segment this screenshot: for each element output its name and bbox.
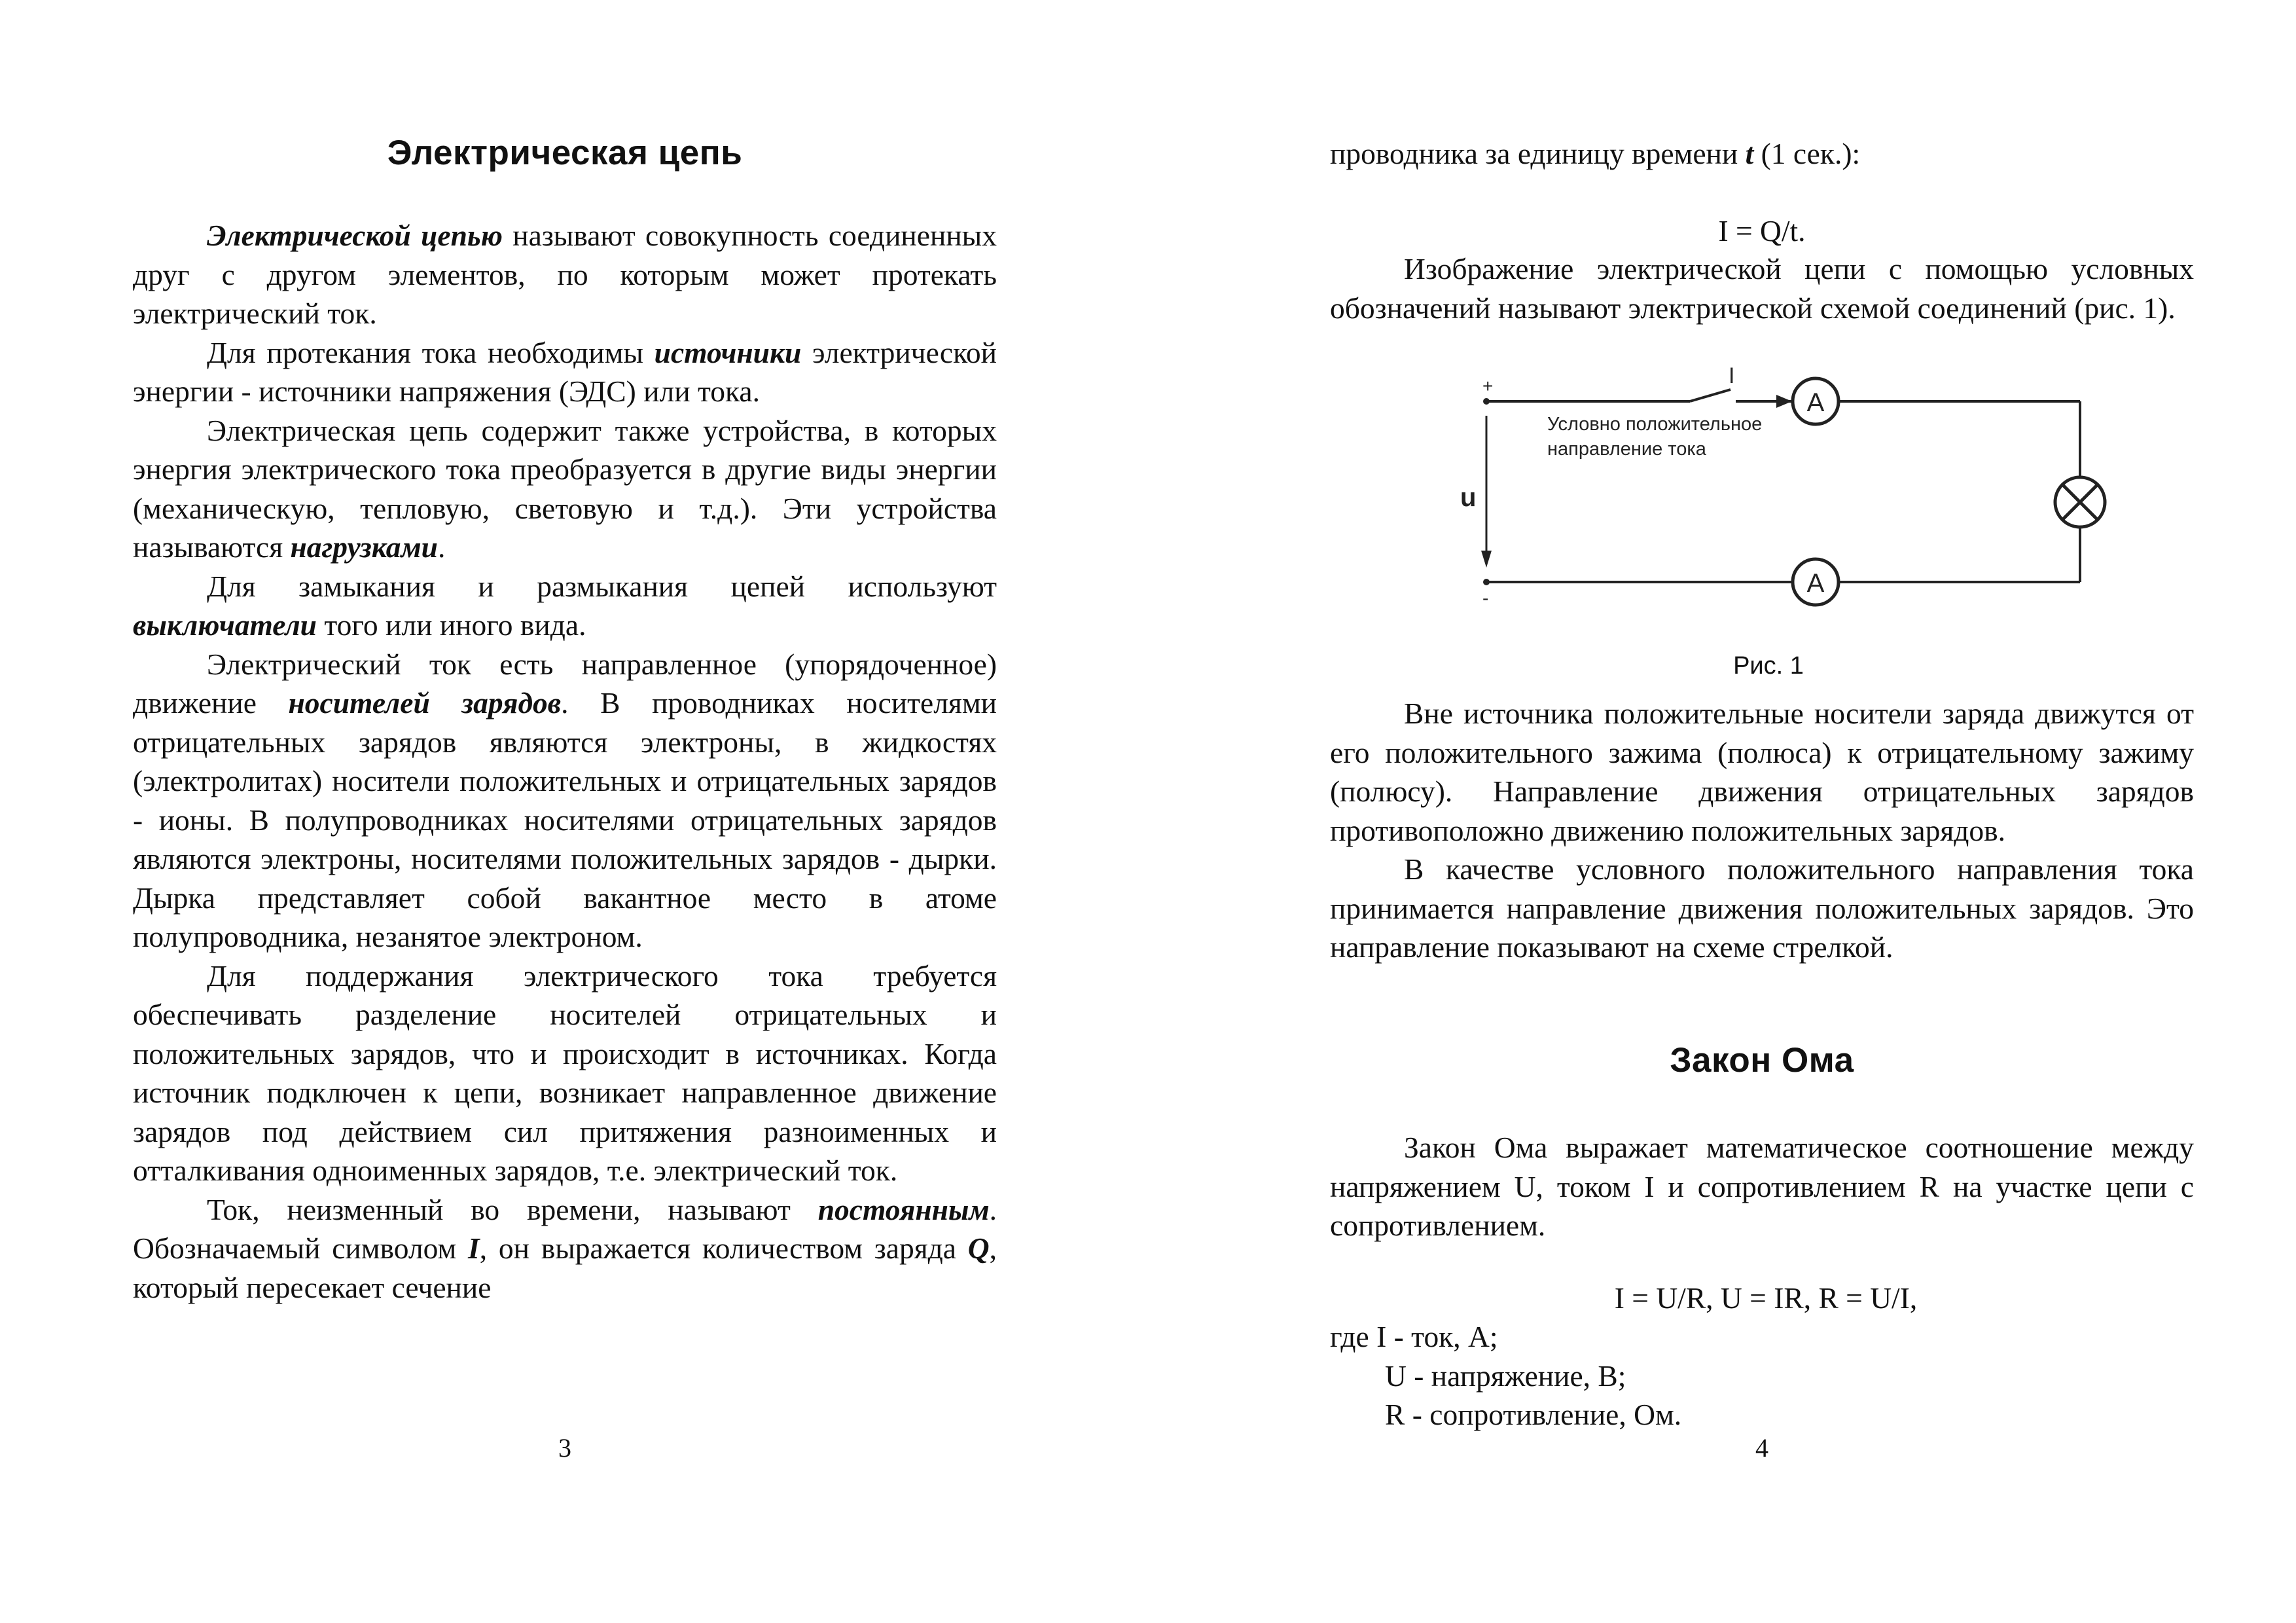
ammeter-top-label: A	[1806, 388, 1825, 417]
paragraph-text: Электрическая цепь содержит также устройства, в которых энергия электрического тока преобразуется в другие виды энергии (механическую, тепловую, световую и т.д.). Эти устройства называются	[133, 413, 997, 564]
switch-blade	[1690, 390, 1731, 401]
circuit-diagram	[1462, 363, 2156, 625]
term-electric-circuit: Электрической цепью	[207, 219, 503, 252]
circuit-svg	[1462, 363, 2156, 625]
left-body	[133, 216, 997, 1307]
formula-current: I = Q/t.	[1718, 214, 1806, 247]
paragraph-direct-current	[133, 1190, 997, 1307]
section-title-ohm: Закон Ома	[1670, 1041, 1854, 1080]
paragraph-continuation	[1330, 134, 2194, 173]
paragraph-loads	[133, 411, 997, 567]
paragraph-text: того или иного вида.	[316, 608, 586, 642]
paragraph-text: Электрический ток есть направленное (упорядоченное) движение	[133, 647, 997, 720]
schematic-intro	[1330, 249, 2194, 327]
paragraph-text: , который пересекает сечение	[133, 1231, 997, 1304]
formula-ohm: I = U/R, U = IR, R = U/I,	[1614, 1281, 1918, 1315]
term-switches: выключатели	[133, 608, 317, 642]
symbol-i: I	[468, 1231, 480, 1265]
paragraph-ohm: Закон Ома выражает математическое соотношение между напряжением U, током I и сопротивлением R на участке цепи с сопротивлением.	[1330, 1131, 2194, 1242]
direction-label-line1: Условно положительное	[1547, 414, 1763, 435]
direction-label-line2: направление тока	[1547, 439, 1706, 460]
paragraph-text: Для замыкания и размыкания цепей используют	[207, 569, 997, 603]
paragraph-positive-direction: В качестве условного положительного направления тока принимается направление движения положительных зарядов. Это направление показывают на схеме стрелкой.	[1330, 852, 2194, 964]
paragraph-text: Ток, неизменный во времени, называют	[207, 1192, 818, 1226]
legend-voltage: U - напряжение, В;	[1385, 1359, 1626, 1393]
term-loads: нагрузками	[290, 530, 438, 564]
paragraph-text: электрической энергии - источники напряжения (ЭДС) или тока.	[133, 335, 997, 408]
terminal-plus-icon	[1483, 398, 1490, 405]
paragraph-definition	[133, 216, 997, 333]
paragraph-schematic: Изображение электрической цепи с помощью условных обозначений называют электрической схемой соединений (рис. 1).	[1330, 252, 2194, 325]
plus-label: +	[1482, 376, 1494, 396]
paragraph-text: называют совокупность соединенных друг с другом элементов, по которым может протекать электрический ток.	[133, 219, 997, 330]
right-page	[1330, 0, 2194, 1623]
paragraph-current	[133, 645, 997, 957]
legend-current: где I - ток, А;	[1330, 1320, 1498, 1353]
symbol-t: t	[1745, 137, 1754, 170]
current-arrow-icon	[1776, 395, 1792, 408]
paragraph-switches	[133, 567, 997, 645]
page-number: 3	[558, 1433, 571, 1463]
lamp-icon	[2055, 477, 2105, 527]
terminal-minus-icon	[1483, 579, 1490, 585]
paragraph-text: (1 сек.):	[1753, 137, 1861, 170]
right-body	[1330, 694, 2194, 967]
paragraph-carriers-direction: Вне источника положительные носители заряда движутся от его положительного зажима (полюса) к отрицательному зажиму (полюсу). Направление движения отрицательных зарядов противоположно движению положительных зарядов.	[1330, 697, 2194, 847]
page-number: 4	[1755, 1433, 1768, 1463]
ammeter-bottom-label: A	[1806, 569, 1825, 598]
voltage-label: u	[1460, 483, 1477, 512]
voltage-arrow-icon	[1481, 551, 1492, 568]
paragraph-text: . Обозначаемый символом	[133, 1192, 997, 1265]
figure-caption: Рис. 1	[1733, 652, 1804, 680]
formula-legend	[1330, 1317, 1681, 1434]
paragraph-text: проводника за единицу времени	[1330, 137, 1746, 170]
page-title: Электрическая цепь	[387, 134, 743, 172]
paragraph-text: .	[437, 530, 446, 564]
term-direct: постоянным	[817, 1192, 990, 1226]
ohm-intro	[1330, 1128, 2194, 1245]
left-page	[133, 0, 997, 1623]
current-label: I	[1729, 363, 1735, 388]
paragraph-maintenance: Для поддержания электрического тока требуется обеспечивать разделение носителей отрицательных и положительных зарядов, что и происходит в источниках. Когда источник подключен к цепи, возникает направленное движение зарядов под действием сил притяжения разноименных и отталкивания одноименных зарядов, т.е. электрический ток.	[133, 958, 997, 1187]
minus-label: -	[1482, 588, 1489, 608]
symbol-q: Q	[967, 1231, 990, 1265]
paragraph-sources	[133, 333, 997, 411]
term-charge-carriers: носителей зарядов	[288, 686, 562, 720]
paragraph-text: . В проводниках носителями отрицательных зарядов являются электроны, в жидкостях (электролитах) носители положительных и отрицательных зарядов - ионы. В полупроводниках носителями отрицательных зарядов являются электроны, носителями положительных зарядов - дырки. Дырка представляет собой вакантное место в атоме полупроводника, незанятое электроном.	[133, 686, 997, 953]
paragraph-text: Для протекания тока необходимы	[207, 335, 655, 369]
legend-resistance: R - сопротивление, Ом.	[1385, 1398, 1682, 1431]
paragraph-text: , он выражается количеством заряда	[479, 1231, 968, 1265]
term-sources: источники	[654, 335, 802, 369]
continuation-line	[1330, 134, 2194, 173]
